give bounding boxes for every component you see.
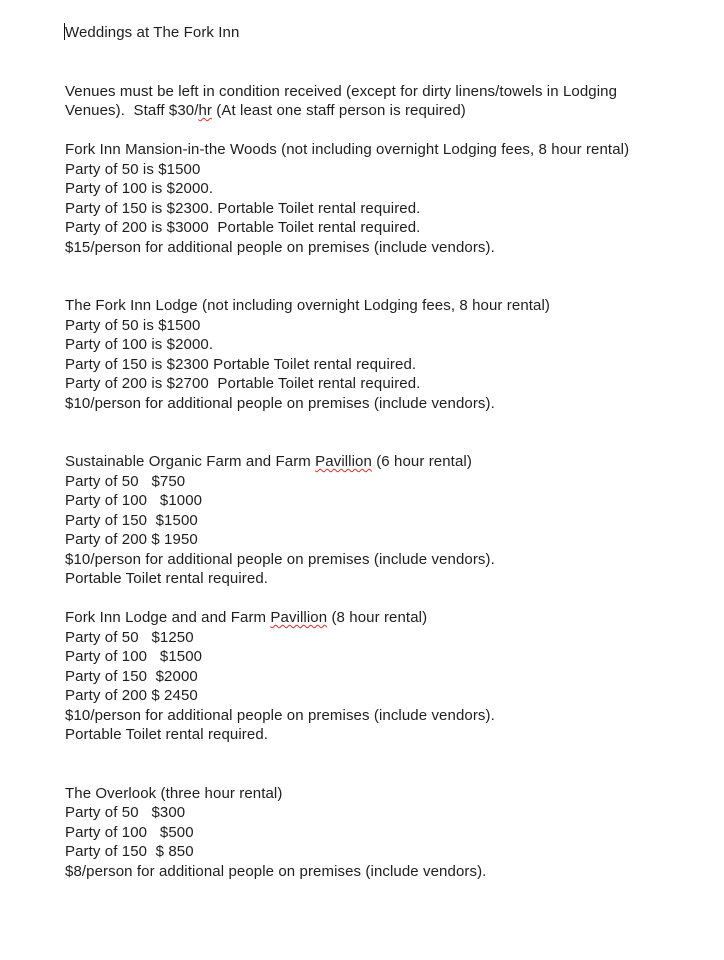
doc-line: Party of 100 is $2000. [65, 180, 214, 197]
doc-line: $15/person for additional people on premises (include vendors). [65, 238, 495, 256]
intro-line-2-post: (At least one staff person is required) [212, 102, 466, 119]
document-title: Weddings at The Fork Inn [65, 24, 240, 41]
intro-line-2 [65, 101, 696, 121]
doc-line: Party of 100 $1500 [65, 648, 203, 665]
doc-line: Party of 50 $300 [65, 804, 186, 821]
doc-line: Party of 100 $500 [65, 823, 194, 841]
heading-post: (8 hour rental) [327, 609, 428, 626]
section-heading [65, 608, 696, 628]
doc-line: Party of 200 $ 2450 [65, 687, 198, 704]
section-heading: Fork Inn Mansion-in-the Woods (not including overnight Lodging fees, 8 hour rental) [65, 141, 630, 158]
section-organic-farm-pavillion [65, 452, 696, 589]
doc-line: Party of 200 $ 1950 [65, 531, 198, 548]
doc-line: Party of 100 is $2000. [65, 336, 214, 353]
section-heading: The Fork Inn Lodge (not including overnight Lodging fees, 8 hour rental) [65, 297, 551, 314]
doc-line: Party of 150 is $2300 Portable Toilet rental required. [65, 355, 417, 373]
section-the-overlook [65, 784, 696, 882]
section-heading: The Overlook (three hour rental) [65, 784, 283, 802]
doc-line: Party of 50 is $1500 [65, 160, 201, 178]
section-lodge-and-farm-pavillion [65, 608, 696, 745]
doc-line: Party of 150 $2000 [65, 667, 198, 685]
section-fork-inn-lodge [65, 296, 696, 413]
blank-lines [65, 413, 696, 452]
doc-line: Party of 150 $1500 [65, 511, 198, 529]
section-heading [65, 452, 696, 472]
heading-post: (6 hour rental) [371, 453, 472, 470]
blank-lines [65, 745, 696, 784]
doc-line: $10/person for additional people on premises (include vendors). [65, 394, 495, 412]
doc-line: Party of 150 is $2300. Portable Toilet rental required. [65, 199, 421, 217]
doc-line: $10/person for additional people on premises (include vendors). [65, 706, 495, 724]
doc-line: Party of 200 is $2700 Portable Toilet rental required. [65, 375, 421, 392]
heading-pre: Sustainable Organic Farm and Farm [65, 453, 316, 470]
misspelled-word: Pavillion [270, 609, 328, 626]
doc-line: Party of 50 $1250 [65, 628, 194, 646]
section-fork-inn-mansion [65, 140, 696, 257]
intro-line-2-pre: Venues). Staff $30/ [65, 102, 199, 119]
document-title-line [65, 23, 696, 43]
doc-line: $10/person for additional people on premises (include vendors). [65, 550, 495, 568]
doc-line: Party of 100 $1000 [65, 492, 203, 509]
heading-pre: Fork Inn Lodge and and Farm [65, 609, 271, 626]
blank-lines [65, 43, 696, 82]
paragraph-intro [65, 82, 696, 121]
doc-line: Portable Toilet rental required. [65, 570, 269, 587]
doc-line: Party of 150 $ 850 [65, 843, 194, 860]
blank-lines [65, 257, 696, 296]
doc-line: Party of 50 is $1500 [65, 316, 201, 334]
blank-line [65, 589, 696, 609]
misspelled-word: hr [198, 102, 213, 119]
doc-line: Party of 200 is $3000 Portable Toilet rental required. [65, 219, 421, 236]
doc-line: Party of 50 $750 [65, 472, 186, 490]
doc-line: Portable Toilet rental required. [65, 726, 269, 743]
blank-line [65, 121, 696, 141]
intro-line-1: Venues must be left in condition received (except for dirty linens/towels in Lodging [65, 82, 618, 100]
doc-line: $8/person for additional people on premises (include vendors). [65, 862, 487, 880]
misspelled-word: Pavillion [315, 453, 372, 470]
